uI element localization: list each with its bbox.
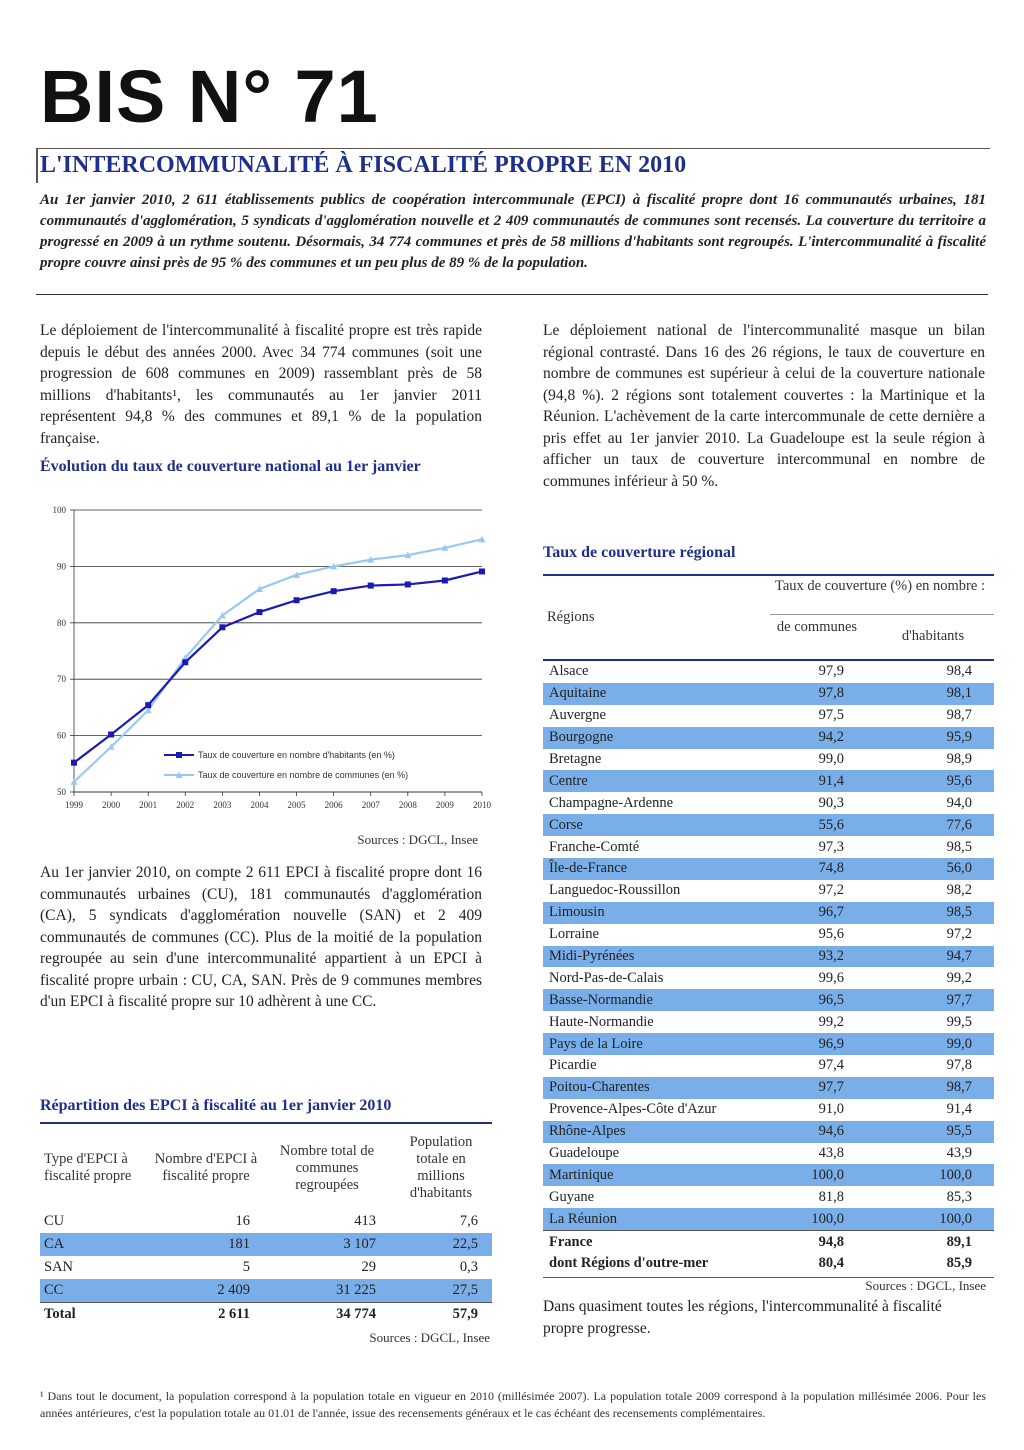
regional-table-cell: Auvergne: [549, 707, 606, 724]
regional-table-row: [543, 1208, 994, 1230]
regional-table-cell: 99,5: [946, 1013, 972, 1030]
regional-table-cell: 43,9: [946, 1145, 972, 1162]
regional-table-cell: 100,0: [882, 1164, 994, 1186]
regional-table-cell: 97,5: [818, 707, 844, 724]
regional-table-cell: 95,9: [882, 727, 994, 749]
regional-table-cell: Nord-Pas-de-Calais: [549, 969, 664, 986]
series-line: [74, 571, 482, 762]
y-tick-label: 70: [57, 674, 66, 685]
regional-table-cell: 97,8: [946, 1057, 972, 1074]
regional-table-cell: 97,3: [818, 838, 844, 855]
epci-table-cell: SAN: [44, 1259, 74, 1275]
epci-table-cell: CC: [40, 1279, 148, 1303]
epci-table-row: [40, 1210, 492, 1233]
regional-table-cell: 98,2: [946, 882, 972, 899]
regional-table-cell: Guyane: [549, 1188, 595, 1205]
regional-table-cell: Picardie: [549, 1057, 597, 1074]
epci-header-population: Population totale en millions d'habitants: [409, 1134, 473, 1201]
epci-table-cell: 27,5: [390, 1279, 492, 1303]
data-point: [405, 581, 411, 587]
regional-table-cell: 85,9: [946, 1255, 972, 1272]
epci-header-count: Nombre d'EPCI à fiscalité propre: [154, 1151, 258, 1184]
regional-table-row: [543, 705, 994, 727]
regional-table-row: [543, 1033, 994, 1055]
regional-table-cell: 89,1: [946, 1233, 972, 1250]
regional-table-cell: Lorraine: [549, 926, 599, 943]
data-point: [182, 659, 188, 665]
regional-table-cell: 97,9: [818, 663, 844, 680]
regional-table-cell: 56,0: [882, 858, 994, 880]
data-point: [256, 609, 262, 615]
epci-table-body: [40, 1210, 492, 1326]
regional-table-cell: 90,3: [818, 794, 844, 811]
lead-divider: [36, 294, 988, 295]
data-point: [294, 597, 300, 603]
regional-table-cell: 98,4: [946, 663, 972, 680]
regional-table-cell: 85,3: [946, 1188, 972, 1205]
regional-table-cell: 98,7: [946, 707, 972, 724]
regional-table-cell: 93,2: [770, 946, 882, 968]
regional-table-row: [543, 792, 994, 814]
regional-table-cell: dont Régions d'outre-mer: [549, 1255, 709, 1272]
regional-table-row: [543, 989, 994, 1011]
regional-table-cell: 94,8: [818, 1233, 844, 1250]
x-tick-label: 2006: [324, 800, 343, 810]
x-tick-label: 2003: [213, 800, 232, 810]
epci-table-row: [40, 1303, 492, 1327]
epci-table-cell: 181: [148, 1233, 264, 1256]
series-line: [74, 539, 482, 782]
data-point: [331, 588, 337, 594]
regional-header-regions: Régions: [547, 609, 595, 625]
regional-table-row: [543, 683, 994, 705]
x-tick-label: 2000: [102, 800, 121, 810]
epci-table-heading: Répartition des EPCI à fiscalité au 1er janvier 2010: [40, 1097, 392, 1114]
regional-table-row: [543, 946, 994, 968]
footnote: ¹ Dans tout le document, la population correspond à la population totale en vigueur en 2010 (millésimée 2007). La population totale 2009 correspond à la population millésimée 2006. Pour les années antérieures, c'est la population totale au 01.01 de l'année, issue des recensements généraux et le cas échéant des recensements complémentaires.: [40, 1389, 986, 1420]
bulletin-number: BIS N° 71: [40, 55, 379, 138]
regional-table-cell: 99,6: [818, 969, 844, 986]
y-tick-label: 90: [57, 561, 66, 572]
regional-table-cell: 91,0: [818, 1101, 844, 1118]
regional-table-cell: Centre: [543, 770, 770, 792]
regional-table-cell: 97,2: [946, 926, 972, 943]
epci-table-cell: Total: [44, 1306, 76, 1322]
regional-table-cell: 98,5: [946, 838, 972, 855]
regional-table-cell: 95,5: [882, 1121, 994, 1143]
x-tick-label: 1999: [65, 800, 83, 810]
left-paragraph-1: Le déploiement de l'intercommunalité à fiscalité propre est très rapide depuis le début des années 2000. Avec 34 774 communes (soit une progression de 608 communes en 2009) rassemblant près de 58 millions d'habitants¹, les communautés au 1er janvier 2011 représentent 94,8 % des communes et 89,1 % de la population française.: [40, 322, 482, 447]
regional-table-cell: 97,4: [818, 1057, 844, 1074]
regional-table-cell: 95,6: [818, 926, 844, 943]
regional-table-row: [543, 661, 994, 683]
regional-table-cell: 77,6: [882, 814, 994, 836]
regional-table-row: [543, 1121, 994, 1143]
epci-table-cell: 57,9: [452, 1306, 478, 1322]
regional-table-cell: Alsace: [549, 663, 589, 680]
chart-heading: Évolution du taux de couverture national au 1er janvier: [40, 458, 421, 475]
regional-table-cell: 94,6: [770, 1121, 882, 1143]
regional-table-cell: Pays de la Loire: [543, 1033, 770, 1055]
regional-table-cell: 95,6: [882, 770, 994, 792]
epci-table-cell: 5: [242, 1259, 250, 1275]
data-point: [368, 583, 374, 589]
regional-table-cell: 43,8: [818, 1145, 844, 1162]
regional-table-row: [543, 902, 994, 924]
y-tick-label: 100: [52, 505, 66, 515]
data-point: [479, 568, 485, 574]
regional-table-cell: 97,8: [770, 683, 882, 705]
regional-table-cell: 99,2: [946, 969, 972, 986]
regional-table-cell: 98,9: [946, 751, 972, 767]
epci-header-communes: Nombre total de communes regroupées: [279, 1142, 375, 1193]
epci-table-cell: 3 107: [264, 1233, 390, 1256]
regional-table-row: [543, 749, 994, 771]
regional-table-source: Sources : DGCL, Insee: [865, 1278, 986, 1293]
regional-table-cell: 80,4: [818, 1255, 844, 1272]
regional-table-row: [543, 1077, 994, 1099]
regional-table-cell: 91,4: [770, 770, 882, 792]
chart-series: [71, 536, 486, 785]
regional-table-row: [543, 1253, 994, 1275]
regional-table-cell: Midi-Pyrénées: [543, 946, 770, 968]
regional-header-subrule: [770, 614, 994, 615]
regional-table-heading: Taux de couverture régional: [543, 544, 736, 561]
epci-table: [40, 1126, 492, 1326]
regional-table-cell: Provence-Alpes-Côte d'Azur: [549, 1101, 717, 1118]
regional-table-row: [543, 924, 994, 946]
regional-table-cell: 100,0: [770, 1164, 882, 1186]
regional-table-cell: Limousin: [543, 902, 770, 924]
regional-table-cell: Rhône-Alpes: [543, 1121, 770, 1143]
legend-label: Taux de couverture en nombre d'habitants (en %): [198, 750, 395, 760]
regional-table-cell: 99,0: [882, 1033, 994, 1055]
regional-table-cell: 97,2: [818, 882, 844, 899]
regional-table-cell: 91,4: [946, 1101, 972, 1118]
regional-table-cell: 96,5: [770, 989, 882, 1011]
data-point: [108, 731, 114, 737]
regional-table-row: [543, 836, 994, 858]
regional-table-cell: Bretagne: [549, 751, 602, 767]
regional-table-cell: Languedoc-Roussillon: [549, 882, 681, 899]
y-tick-label: 50: [57, 787, 66, 797]
regional-table: [543, 661, 994, 1275]
regional-table-row: [543, 880, 994, 902]
regional-header-habitants: d'habitants: [901, 628, 965, 644]
data-point: [442, 578, 448, 584]
data-point: [219, 624, 225, 630]
chart-legend: [164, 750, 408, 780]
regional-table-cell: 99,0: [818, 751, 844, 767]
epci-table-cell: 7,6: [459, 1213, 478, 1229]
regional-table-cell: 94,2: [770, 727, 882, 749]
regional-table-row: [543, 1055, 994, 1077]
regional-table-cell: Poitou-Charentes: [543, 1077, 770, 1099]
regional-table-body: [543, 661, 994, 1275]
regional-table-cell: 98,7: [882, 1077, 994, 1099]
x-tick-label: 2004: [250, 800, 269, 810]
epci-table-cell: 2 611: [218, 1306, 250, 1322]
y-tick-label: 60: [57, 730, 66, 741]
regional-table-cell: Champagne-Ardenne: [549, 794, 674, 811]
regional-table-cell: 94,7: [882, 946, 994, 968]
epci-table-cell: 34 774: [336, 1306, 376, 1322]
page-title: L'INTERCOMMUNALITÉ À FISCALITÉ PROPRE EN 2010: [40, 152, 687, 178]
regional-table-cell: France: [549, 1233, 593, 1250]
regional-table-cell: 96,9: [770, 1033, 882, 1055]
right-paragraph-1: Le déploiement national de l'intercommunalité masque un bilan régional contrasté. Dans 16 des 26 régions, le taux de couverture en nombre de communes est supérieur à celui de la couverture nationale (94,8 %). 2 régions sont totalement couvertes : la Martinique et la Réunion. L'achèvement de la carte intercommunale de cette dernière a pris effet au 1er janvier 2010. La Guadeloupe est la seule région à afficher un taux de couverture intercommunal en nombre de communes inférieur à 50 %.: [543, 322, 985, 490]
epci-header-type: Type d'EPCI à fiscalité propre: [44, 1151, 132, 1184]
regional-table-cell: Île-de-France: [543, 858, 770, 880]
epci-table-row: [40, 1233, 492, 1256]
regional-table-row: [543, 858, 994, 880]
lead-paragraph: Au 1er janvier 2010, 2 611 établissements publics de coopération intercommunale (EPCI) à fiscalité propre dont 16 communautés urbaines, 181 communautés d'agglomération, 5 syndicats d'agglomération nouvelle et 2 409 communautés de communes sont recensés. La couverture du territoire a progressé en 2009 à un rythme soutenu. Désormais, 34 774 communes et près de 58 millions d'habitants sont regroupés. L'intercommunalité à fiscalité propre couvre ainsi près de 95 % des communes et un peu plus de 89 % de la population.: [40, 192, 986, 271]
regional-table-row: [543, 1143, 994, 1165]
regional-table-cell: Basse-Normandie: [543, 989, 770, 1011]
x-tick-label: 2001: [139, 800, 158, 810]
epci-table-row: [40, 1279, 492, 1303]
regional-table-cell: 100,0: [770, 1208, 882, 1230]
regional-table-row: [543, 1099, 994, 1121]
epci-table-cell: 29: [361, 1259, 376, 1275]
right-paragraph-2: Dans quasiment toutes les régions, l'intercommunalité à fiscalité propre progresse.: [543, 1298, 942, 1337]
chart-source: Sources : DGCL, Insee: [357, 832, 478, 847]
epci-table-source: Sources : DGCL, Insee: [369, 1330, 490, 1345]
regional-table-cell: 81,8: [818, 1188, 844, 1205]
epci-table-row: [40, 1256, 492, 1279]
epci-table-cell: 0,3: [459, 1259, 478, 1275]
epci-table-cell: 22,5: [390, 1233, 492, 1256]
epci-table-cell: 413: [354, 1213, 376, 1229]
regional-table-cell: Corse: [543, 814, 770, 836]
epci-table-cell: 16: [235, 1213, 250, 1229]
regional-table-row: [543, 1164, 994, 1186]
epci-table-cell: CU: [44, 1213, 65, 1229]
regional-table-cell: La Réunion: [543, 1208, 770, 1230]
regional-table-cell: 94,0: [946, 794, 972, 811]
regional-table-cell: 98,5: [882, 902, 994, 924]
regional-table-row: [543, 1231, 994, 1253]
x-axis-labels: [65, 800, 492, 810]
coverage-line-chart: [36, 500, 496, 822]
left-paragraph-2: Au 1er janvier 2010, on compte 2 611 EPCI à fiscalité propre dont 16 communautés urbaines (CU), 181 communautés d'agglomération (CA), 5 syndicats d'agglomération nouvelle (SAN) et 2 409 communautés de communes (CC). Plus de la moitié de la population regroupée au sein d'une intercommunalité appartient à un EPCI à fiscalité propre urbain : CU, CA, SAN. Près de 9 communes membres d'un EPCI à fiscalité propre sur 10 adhèrent à une CC.: [40, 864, 482, 1010]
regional-table-cell: 97,7: [770, 1077, 882, 1099]
x-tick-label: 2008: [398, 800, 417, 810]
regional-table-cell: 97,7: [882, 989, 994, 1011]
x-tick-label: 2002: [176, 800, 195, 810]
y-tick-label: 80: [57, 617, 66, 628]
regional-table-cell: 55,6: [770, 814, 882, 836]
x-tick-label: 2010: [473, 800, 491, 810]
regional-table-row: [543, 1186, 994, 1208]
data-point: [145, 702, 151, 708]
x-tick-label: 2005: [287, 800, 306, 810]
legend-marker: [176, 752, 182, 758]
regional-header-communes: de communes: [776, 619, 858, 635]
regional-table-cell: 74,8: [770, 858, 882, 880]
regional-table-cell: Haute-Normandie: [549, 1013, 654, 1030]
epci-table-cell: 31 225: [264, 1279, 390, 1303]
regional-table-row: [543, 1011, 994, 1033]
data-point: [71, 760, 77, 766]
regional-table-cell: Guadeloupe: [549, 1145, 620, 1162]
epci-table-cell: 2 409: [148, 1279, 264, 1303]
regional-table-cell: Bourgogne: [543, 727, 770, 749]
epci-table-rule: [40, 1122, 492, 1124]
regional-table-cell: 98,1: [882, 683, 994, 705]
regional-table-row: [543, 727, 994, 749]
regional-table-cell: Aquitaine: [543, 683, 770, 705]
regional-table-cell: Franche-Comté: [549, 838, 640, 855]
regional-table-row: [543, 967, 994, 989]
regional-table-cell: Martinique: [543, 1164, 770, 1186]
regional-table-row: [543, 770, 994, 792]
y-axis-labels: [53, 505, 67, 797]
legend-label: Taux de couverture en nombre de communes (en %): [198, 770, 409, 780]
regional-table-cell: 100,0: [882, 1208, 994, 1230]
regional-table-cell: 99,2: [818, 1013, 844, 1030]
regional-header-group: Taux de couverture (%) en nombre :: [775, 578, 985, 594]
epci-table-cell: CA: [40, 1233, 148, 1256]
x-tick-label: 2007: [361, 800, 380, 810]
regional-table-cell: 96,7: [770, 902, 882, 924]
x-tick-label: 2009: [435, 800, 454, 810]
regional-table-row: [543, 814, 994, 836]
